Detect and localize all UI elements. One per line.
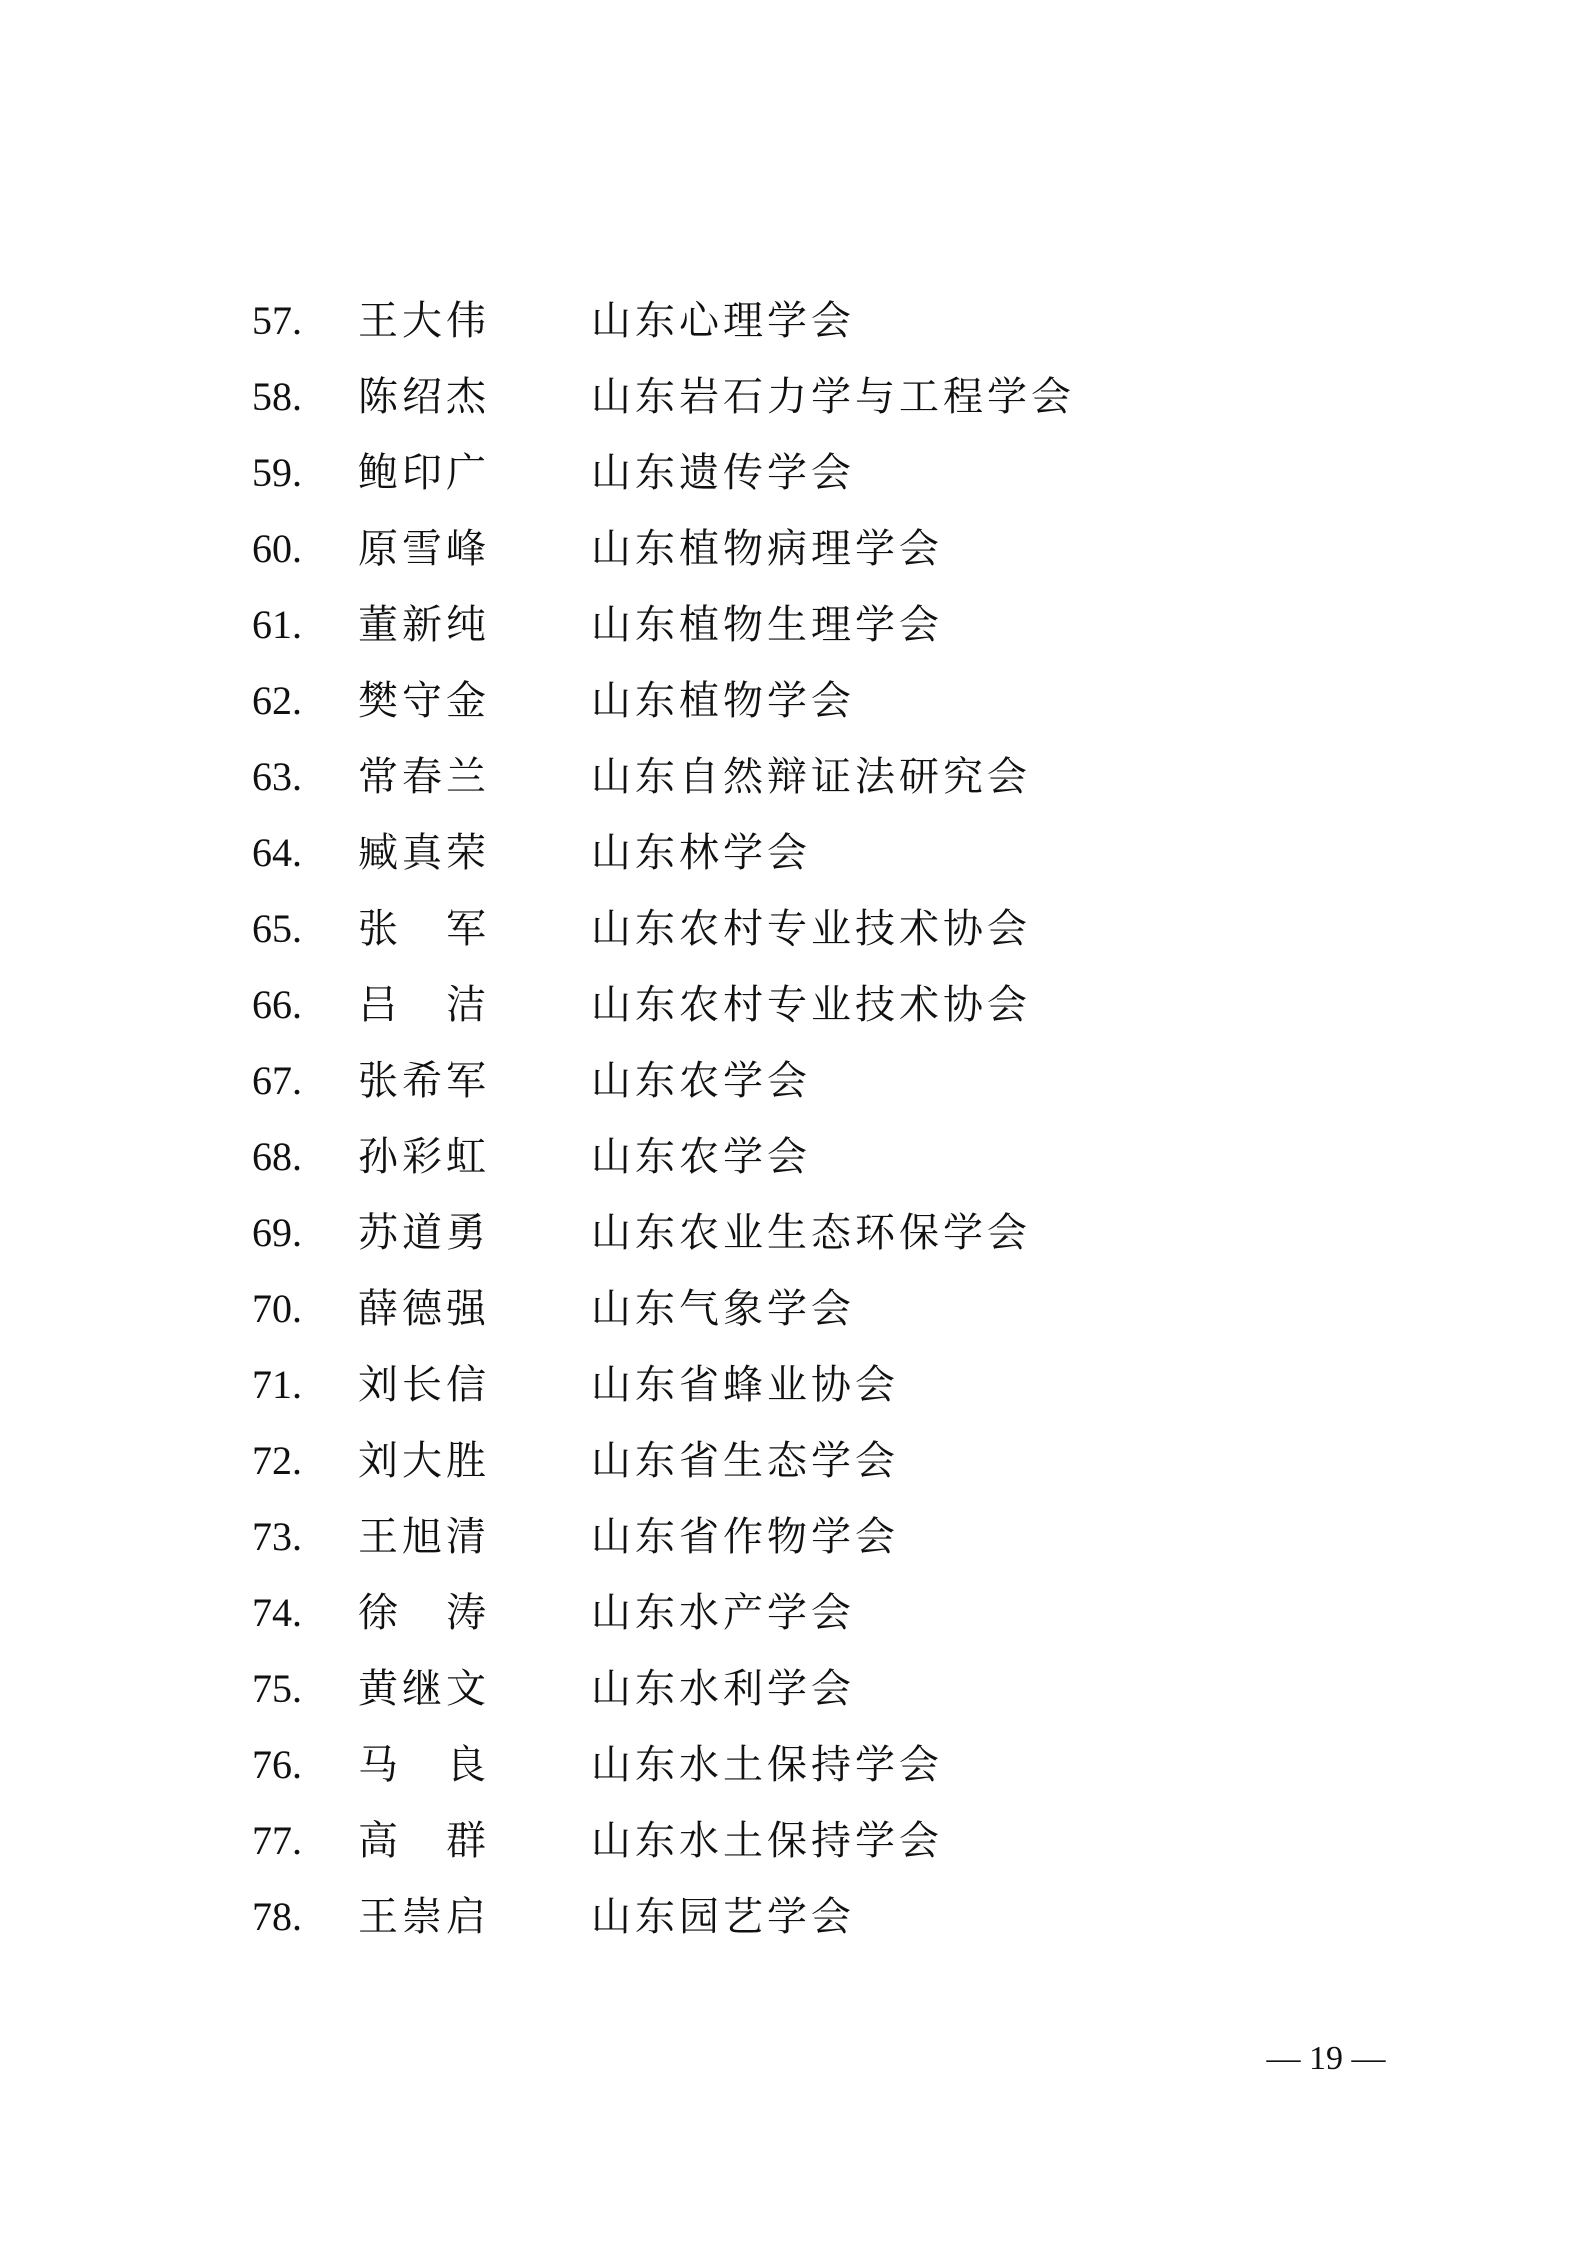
list-item	[0, 435, 1587, 511]
organization-name: 山东农村专业技术协会	[591, 982, 1031, 1028]
list-item	[0, 1575, 1587, 1651]
entry-number: 63.	[252, 754, 302, 799]
person-name: 王大伟	[358, 298, 490, 344]
organization-name: 山东农村专业技术协会	[591, 906, 1031, 952]
person-name: 孙彩虹	[358, 1134, 490, 1180]
organization-name: 山东植物病理学会	[591, 526, 943, 572]
person-name: 吕 洁	[358, 982, 490, 1028]
entry-number: 73.	[252, 1514, 302, 1559]
person-name: 樊守金	[358, 678, 490, 724]
list-item	[0, 511, 1587, 587]
entry-number: 69.	[252, 1210, 302, 1255]
entry-number: 58.	[252, 374, 302, 419]
entry-number: 74.	[252, 1590, 302, 1635]
entry-number: 77.	[252, 1818, 302, 1863]
person-name: 刘大胜	[358, 1438, 490, 1484]
organization-name: 山东园艺学会	[591, 1894, 855, 1940]
organization-name: 山东农学会	[591, 1134, 811, 1180]
entry-number: 66.	[252, 982, 302, 1027]
list-item	[0, 1195, 1587, 1271]
list-item	[0, 1119, 1587, 1195]
list-item	[0, 663, 1587, 739]
list-item	[0, 739, 1587, 815]
person-name: 薛德强	[358, 1286, 490, 1332]
list-item	[0, 1727, 1587, 1803]
person-name: 王崇启	[358, 1894, 490, 1940]
entry-number: 61.	[252, 602, 302, 647]
organization-name: 山东省生态学会	[591, 1438, 899, 1484]
organization-name: 山东林学会	[591, 830, 811, 876]
list-item	[0, 1499, 1587, 1575]
organization-name: 山东水土保持学会	[591, 1818, 943, 1864]
list-item	[0, 1651, 1587, 1727]
list-item	[0, 283, 1587, 359]
entry-number: 67.	[252, 1058, 302, 1103]
entry-number: 78.	[252, 1894, 302, 1939]
list-item	[0, 1043, 1587, 1119]
list-item	[0, 1271, 1587, 1347]
person-name: 常春兰	[358, 754, 490, 800]
person-name: 张 军	[358, 906, 490, 952]
entry-number: 76.	[252, 1742, 302, 1787]
organization-name: 山东植物生理学会	[591, 602, 943, 648]
person-name: 鲍印广	[358, 450, 490, 496]
organization-name: 山东心理学会	[591, 298, 855, 344]
entry-number: 70.	[252, 1286, 302, 1331]
organization-name: 山东省蜂业协会	[591, 1362, 899, 1408]
organization-name: 山东气象学会	[591, 1286, 855, 1332]
entry-number: 57.	[252, 298, 302, 343]
list-item	[0, 1347, 1587, 1423]
person-name: 苏道勇	[358, 1210, 490, 1256]
list-item	[0, 967, 1587, 1043]
organization-name: 山东植物学会	[591, 678, 855, 724]
entry-number: 62.	[252, 678, 302, 723]
person-name: 高 群	[358, 1818, 490, 1864]
organization-name: 山东水利学会	[591, 1666, 855, 1712]
person-name: 王旭清	[358, 1514, 490, 1560]
entry-number: 60.	[252, 526, 302, 571]
person-name: 陈绍杰	[358, 374, 490, 420]
person-name: 马 良	[358, 1742, 490, 1788]
entry-number: 72.	[252, 1438, 302, 1483]
list-item	[0, 359, 1587, 435]
organization-name: 山东农学会	[591, 1058, 811, 1104]
organization-name: 山东自然辩证法研究会	[591, 754, 1031, 800]
entry-number: 59.	[252, 450, 302, 495]
list-item	[0, 1803, 1587, 1879]
list-item	[0, 1423, 1587, 1499]
organization-name: 山东遗传学会	[591, 450, 855, 496]
list-item	[0, 891, 1587, 967]
person-name: 董新纯	[358, 602, 490, 648]
entry-number: 64.	[252, 830, 302, 875]
person-name: 黄继文	[358, 1666, 490, 1712]
entry-number: 65.	[252, 906, 302, 951]
person-name: 张希军	[358, 1058, 490, 1104]
entry-number: 68.	[252, 1134, 302, 1179]
entry-number: 71.	[252, 1362, 302, 1407]
person-name: 徐 涛	[358, 1590, 490, 1636]
page-number: — 19 —	[1266, 2040, 1386, 2077]
person-name: 臧真荣	[358, 830, 490, 876]
organization-name: 山东农业生态环保学会	[591, 1210, 1031, 1256]
list-item	[0, 815, 1587, 891]
organization-name: 山东省作物学会	[591, 1514, 899, 1560]
person-name: 刘长信	[358, 1362, 490, 1408]
organization-name: 山东岩石力学与工程学会	[591, 374, 1075, 420]
organization-name: 山东水土保持学会	[591, 1742, 943, 1788]
organization-name: 山东水产学会	[591, 1590, 855, 1636]
person-name: 原雪峰	[358, 526, 490, 572]
entry-number: 75.	[252, 1666, 302, 1711]
list-item	[0, 1879, 1587, 1955]
list-item	[0, 587, 1587, 663]
